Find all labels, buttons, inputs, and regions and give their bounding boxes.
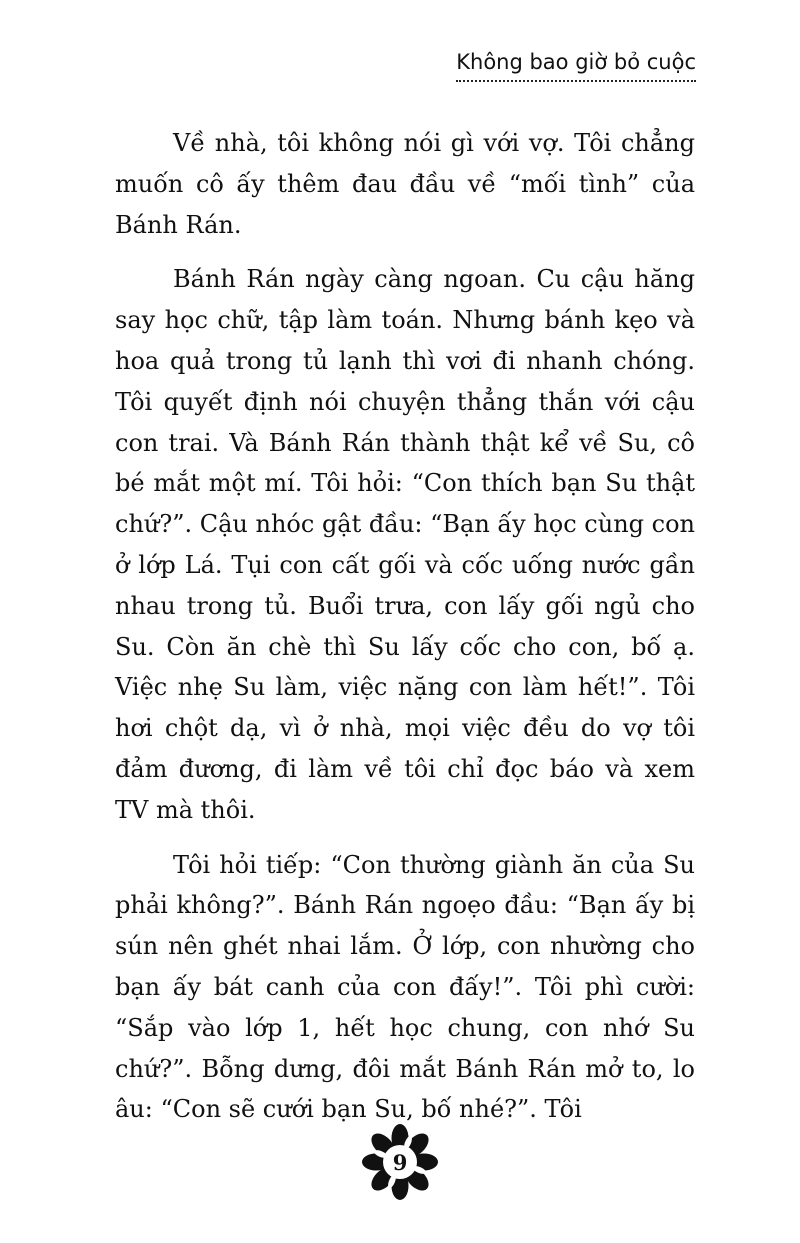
paragraph-2: Bánh Rán ngày càng ngoan. Cu cậu hăng say học chữ, tập làm toán. Nhưng bánh kẹo và hoa quả trong tủ lạnh thì vơi đi nhanh chóng. Tôi quyết định nói chuyện thẳng thắn với cậu con trai. Và Bánh Rán thành thật kể về Su, cô bé mắt một mí. Tôi hỏi: “Con thích bạn Su thật chứ?”. Cậu nhóc gật đầu: “Bạn ấy học cùng con ở lớp Lá. Tụi con cất gối và cốc uống nước gần nhau trong tủ. Buổi trưa, con lấy gối ngủ cho Su. Còn ăn chè thì Su lấy cốc cho con, bố ạ. Việc nhẹ Su làm, việc nặng con làm hết!”. Tôi hơi chột dạ, vì ở nhà, mọi việc đều do vợ tôi đảm đương, đi làm về tôi chỉ đọc báo và xem TV mà thôi.: [115, 265, 695, 824]
page-number-ornament: [361, 1123, 439, 1201]
text-body: [115, 123, 695, 1144]
paragraph-1: Về nhà, tôi không nói gì với vợ. Tôi chẳng muốn cô ấy thêm đau đầu về “mối tình” của Bánh Rán.: [115, 129, 695, 239]
running-header: Không bao giờ bỏ cuộc: [456, 50, 696, 82]
page-number: 9: [392, 1149, 408, 1175]
paragraph-3: Tôi hỏi tiếp: “Con thường giành ăn của Su phải không?”. Bánh Rán ngoẹo đầu: “Bạn ấy bị sún nên ghét nhai lắm. Ở lớp, con nhường cho bạn ấy bát canh của con đấy!”. Tôi phì cười: “Sắp vào lớp 1, hết học chung, con nhớ Su chứ?”. Bỗng dưng, đôi mắt Bánh Rán mở to, lo âu: “Con sẽ cưới bạn Su, bố nhé?”. Tôi: [115, 850, 695, 1124]
